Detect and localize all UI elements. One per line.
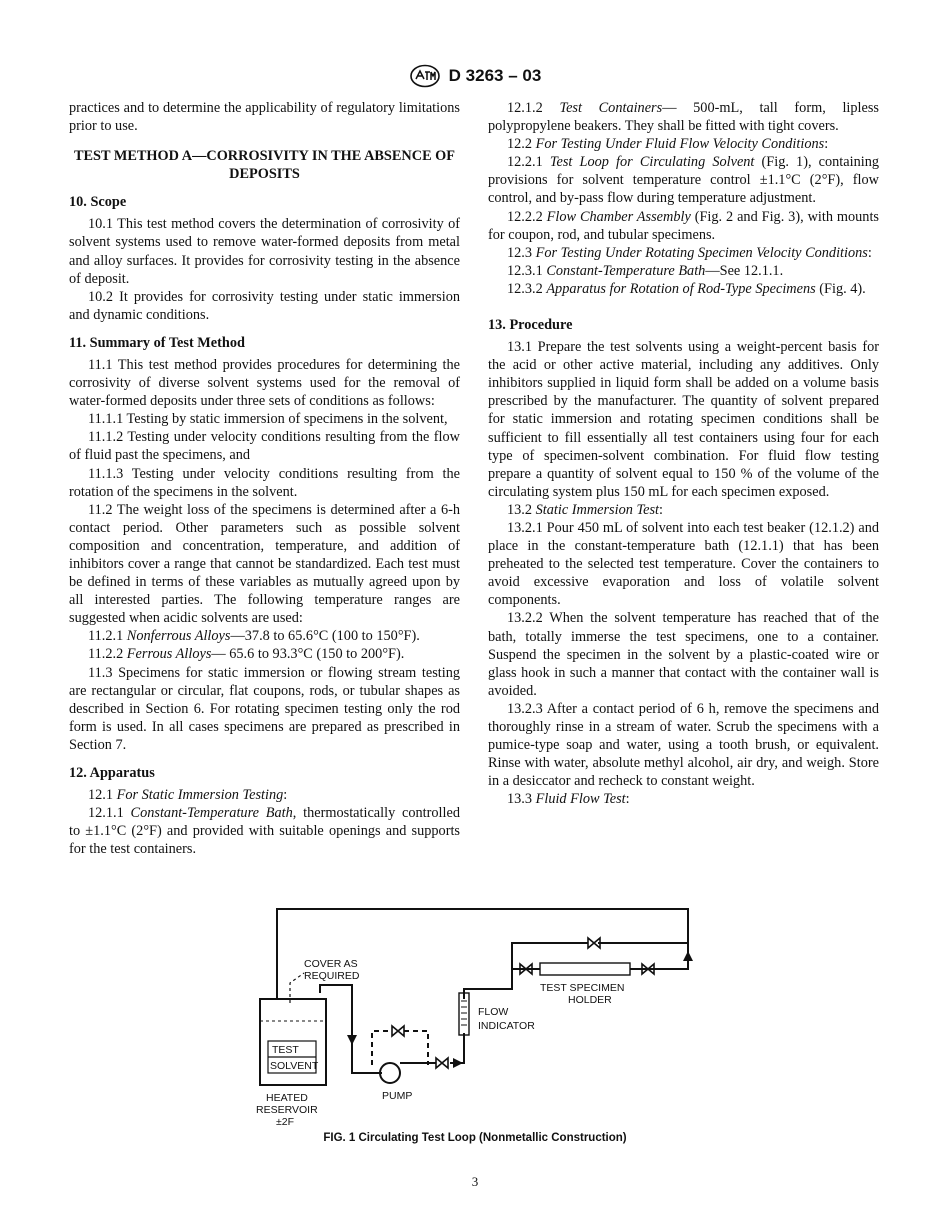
paragraph-12-1: 12.1 For Static Immersion Testing: — [88, 787, 288, 803]
paragraph-12-3-1: 12.3.1 Constant-Temperature Bath—See 12.1.1. — [507, 262, 784, 279]
section-heading-procedure: 13. Procedure — [488, 317, 573, 334]
page-header — [0, 64, 950, 93]
flow-arrow-up-icon — [683, 951, 693, 961]
paragraph-11-2-1: 11.2.1 Nonferrous Alloys—37.8 to 65.6°C (100 to 150°F). — [88, 628, 420, 645]
paragraph-13-2-3: 13.2.3 After a contact period of 6 h, remove the specimens and thoroughly rinse in a stream of water. Scrub the specimens with a pumice-type soap and water, using a tooth brush, or equivalent. Rinse with water, absolute methyl alcohol, air dry, and weigh. Store in a desiccator and recheck to constant weight. — [488, 700, 879, 790]
paragraph-12-1-1: 12.1.1 Constant-Temperature Bath, thermostatically controlled to ±1.1°C (2°F) and provided with suitable openings and supports for the test containers. — [69, 805, 460, 858]
label-solvent: SOLVENT — [270, 1060, 319, 1072]
paragraph-10-1: 10.1 This test method covers the determination of corrosivity of solvent systems used to remove water-formed deposits from metal and alloy surfaces. It provides for corrosivity testing in the absence of deposit. — [69, 216, 460, 287]
test-method-heading: TEST METHOD A—CORROSIVITY IN THE ABSENCE OF DEPOSITS — [73, 148, 456, 183]
paragraph-11-1-2: 11.1.2 Testing under velocity conditions resulting from the flow of fluid past the specimens, and — [69, 429, 460, 464]
left-column — [69, 99, 460, 858]
flow-arrow-down-icon — [347, 1035, 357, 1045]
flow-arrow-left-icon — [453, 1058, 463, 1068]
document-designation: D 3263 – 03 — [448, 66, 542, 85]
paragraph-11-1-1: 11.1.1 Testing by static immersion of specimens in the solvent, — [88, 411, 448, 428]
paragraph-11-1-3: 11.1.3 Testing under velocity conditions resulting from the rotation of the specimens in the solvent. — [69, 465, 460, 500]
label-cover-as: COVER AS — [304, 958, 358, 970]
pump-bypass — [372, 1031, 428, 1065]
section-heading-scope: 10. Scope — [69, 194, 127, 211]
label-pump: PUMP — [382, 1090, 413, 1102]
paragraph-13-3: 13.3 Fluid Flow Test: — [507, 791, 630, 808]
label-tolerance: ±2F — [276, 1116, 295, 1128]
reservoir-to-pump — [320, 985, 382, 1073]
page-number: 3 — [471, 1174, 479, 1189]
paragraph-12-1-2: 12.1.2 Test Containers— 500-mL, tall form, lipless polypropylene beakers. They shall be fitted with tight covers. — [488, 100, 879, 135]
label-required: REQUIRED — [304, 970, 360, 982]
paragraph-12-2-2: 12.2.2 Flow Chamber Assembly (Fig. 2 and Fig. 3), with mounts for coupon, rod, and tubular specimens. — [488, 208, 879, 243]
flow-indicator — [459, 993, 469, 1035]
paragraph-10-2: 10.2 It provides for corrosivity testing under static immersion and dynamic conditions. — [69, 288, 460, 323]
pump-icon — [380, 1063, 400, 1083]
section-heading-summary: 11. Summary of Test Method — [69, 334, 245, 351]
right-column — [488, 99, 879, 808]
paragraph-11-1: 11.1 This test method provides procedures for determining the corrosivity of diverse solvent systems used for the removal of water-formed deposits under three sets of conditions as follows: — [69, 356, 460, 410]
paragraph-12-2-1: 12.2.1 Test Loop for Circulating Solvent (Fig. 1), containing provisions for solvent temperature control ±1.1°C (2°F), flow control, and by-pass flow during temperature adjustment. — [488, 154, 880, 207]
valve-icons — [392, 938, 654, 1068]
label-indicator: INDICATOR — [478, 1020, 535, 1032]
label-heated: HEATED — [266, 1092, 308, 1104]
paragraph-11-2: 11.2 The weight loss of the specimens is determined after a 6-h contact period. Other parameters such as possible solvent composition and concentration, temperature, and addition of inhibitors cover a range that cannot be standardized. Each test must be defined in terms of these variables as mutually agreed upon by all interested parties. The following temperature ranges are suggested when acidic solvents are used: — [69, 501, 460, 627]
paragraph-12-2: 12.2 For Testing Under Fluid Flow Velocity Conditions: — [507, 136, 829, 153]
paragraph-13-2-1: 13.2.1 Pour 450 mL of solvent into each test beaker (12.1.2) and place in the constant-temperature bath (12.1.1) that has been preheated to the selected test temperature. Cover the containers to avoid excessive evaporation and loss of volatile solvent components. — [488, 519, 879, 609]
flow-down — [454, 1033, 464, 1063]
to-flow-indicator — [464, 969, 512, 999]
paragraph-13-1: 13.1 Prepare the test solvents using a weight-percent basis for the acid or other active material, including any additives. Only inhibitors supplied in liquid form shall be added on a volume basis prescribed by the manufacturer. The quantity of solvent prepared for static immersion and rotating specimen conditions shall be sufficient to fill essentially all test containers using four for each type of specimen-solvent combination. For fluid flow testing prepare a quantity of solvent equal to 150 % of the volume of the circulating system plus 150 mL for each specimen exposed. — [488, 339, 879, 500]
section-heading-apparatus: 12. Apparatus — [69, 765, 155, 781]
paragraph-11-2-2: 11.2.2 Ferrous Alloys— 65.6 to 93.3°C (150 to 200°F). — [88, 646, 405, 663]
paragraph-12-3-2: 12.3.2 Apparatus for Rotation of Rod-Type Specimens (Fig. 4). — [507, 280, 866, 297]
label-test: TEST — [272, 1044, 299, 1056]
paragraph-12-3: 12.3 For Testing Under Rotating Specimen Velocity Conditions: — [507, 244, 872, 261]
label-test-specimen: TEST SPECIMEN — [540, 982, 625, 994]
intro-paragraph: practices and to determine the applicability of regulatory limitations prior to use. — [69, 100, 460, 135]
paragraph-11-3: 11.3 Specimens for static immersion or flowing stream testing are rectangular or circular, flat coupons, rods, or tubular shapes as described in Section 6. For rotating specimen testing only the rod form is used. In all cases specimens are prepared as prescribed in Section 7. — [69, 664, 460, 753]
paragraph-13-2: 13.2 Static Immersion Test: — [507, 501, 663, 518]
specimen-holder — [540, 963, 630, 975]
label-reservoir: RESERVOIR — [256, 1104, 318, 1116]
label-flow: FLOW — [478, 1006, 509, 1018]
paragraph-13-2-2: 13.2.2 When the solvent temperature has reached that of the bath, totally immerse the test specimens, one to a container. Suspend the specimen in the solvent by a plastic-coated wire or glass hook in such a manner that contact with the container wall is avoided. — [488, 610, 879, 699]
figure-circulating-test-loop — [250, 903, 700, 1133]
figure-caption: FIG. 1 Circulating Test Loop (Nonmetallic Construction) — [323, 1132, 627, 1144]
label-holder: HOLDER — [568, 994, 612, 1006]
test-loop-diagram — [250, 903, 700, 1133]
astm-logo-icon — [409, 64, 441, 88]
